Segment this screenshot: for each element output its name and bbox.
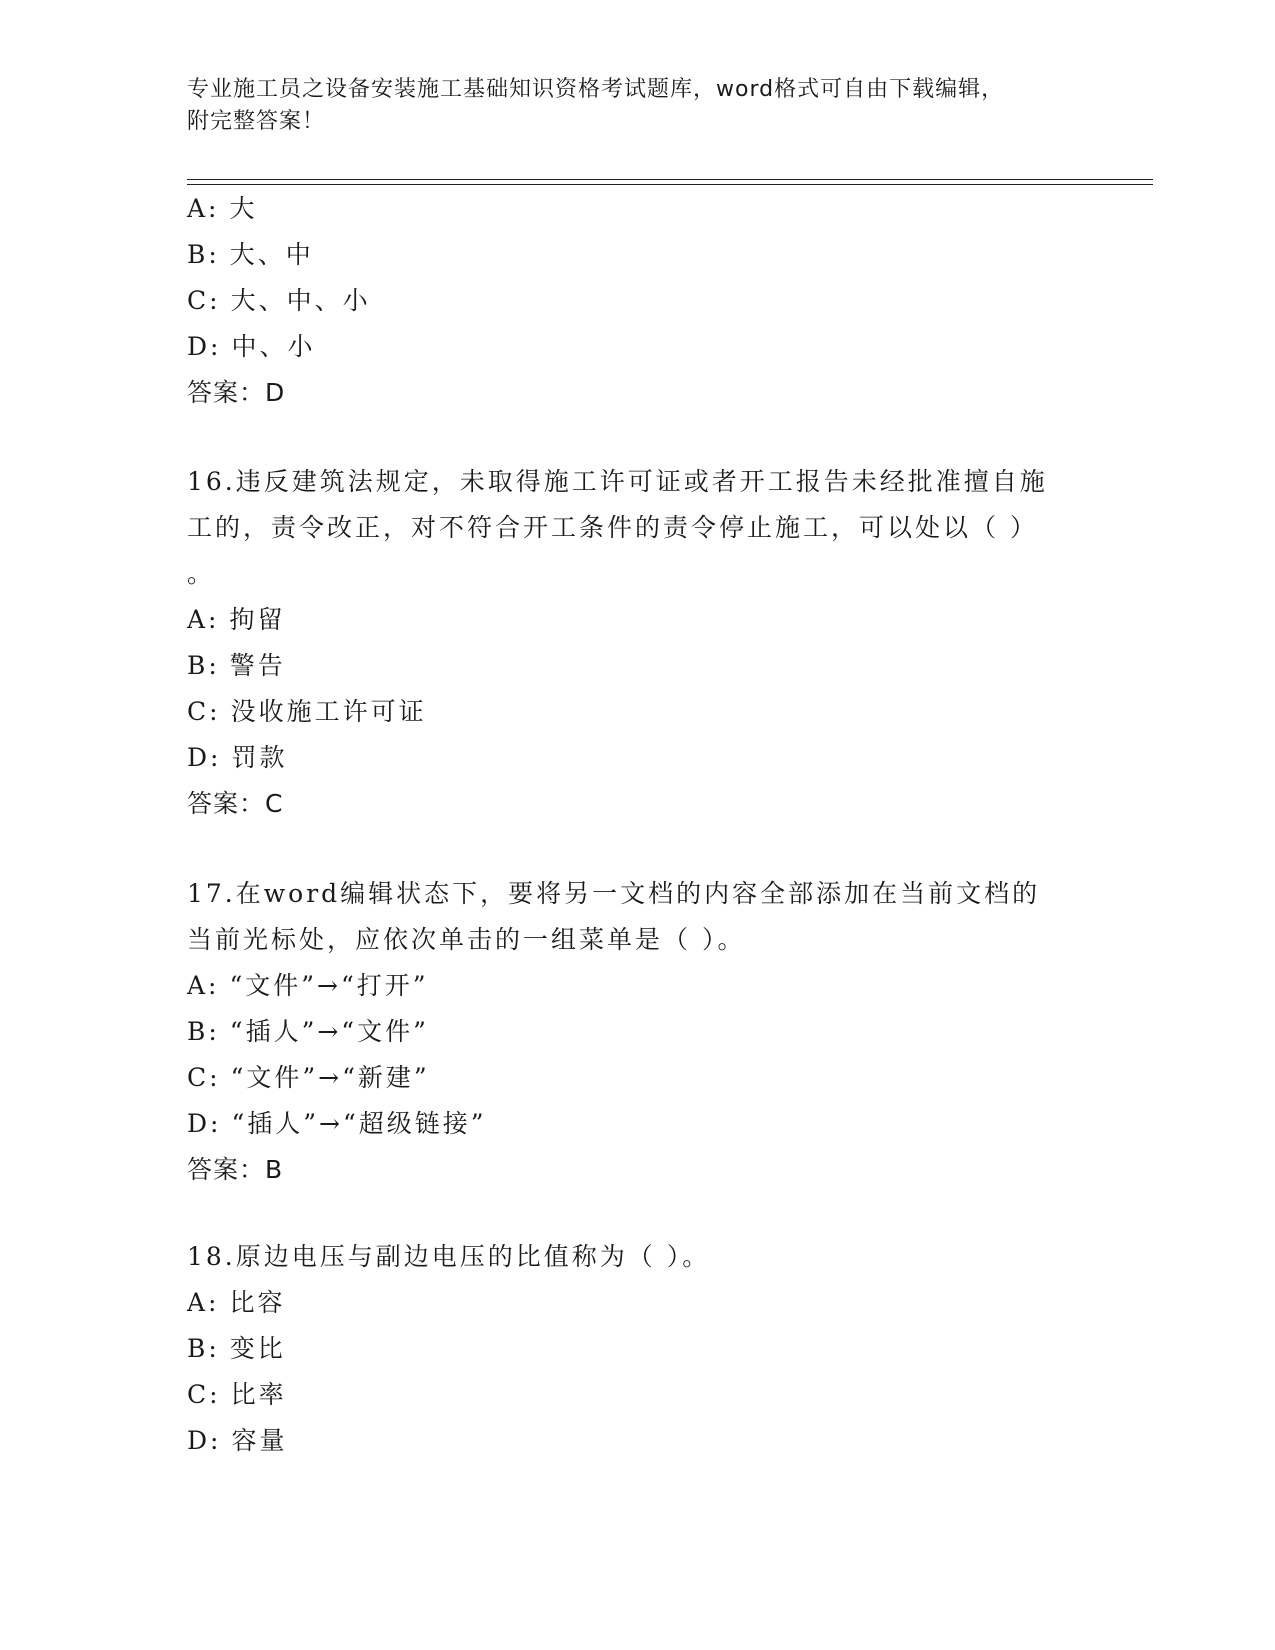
- option-d: D: 罚款: [187, 743, 288, 772]
- option-b: B: 警告: [187, 651, 286, 680]
- header-line-1: 专业施工员之设备安装施工基础知识资格考试题库，word格式可自由下载编辑，: [187, 77, 1005, 102]
- answer: 答案：D: [187, 378, 286, 407]
- option-c: C: 大、中、小: [187, 286, 371, 315]
- option-a: A: “文件”→“打开”: [187, 971, 429, 1000]
- option-a: A: 拘留: [187, 605, 286, 634]
- option-d: D: 中、小: [187, 332, 316, 361]
- question-16: [187, 459, 1087, 827]
- header-divider-top: [187, 179, 1153, 180]
- question-stem-line-3: 。: [187, 559, 216, 588]
- option-d: D: “插人”→“超级链接”: [187, 1109, 487, 1138]
- option-b: B: 大、中: [187, 240, 314, 269]
- question-18: [187, 1234, 1087, 1464]
- option-d: D: 容量: [187, 1426, 288, 1455]
- question-17: [187, 871, 1087, 1193]
- option-b: B: 变比: [187, 1334, 286, 1363]
- header-line-2: 附完整答案！: [187, 109, 326, 134]
- question-15: [187, 186, 1087, 416]
- question-stem-line-1: 17.在word编辑状态下，要将另一文档的内容全部添加在当前文档的: [187, 879, 1041, 908]
- document-header: [187, 74, 1067, 138]
- option-c: C: 比率: [187, 1380, 287, 1409]
- header-divider-bottom: [187, 184, 1153, 185]
- answer: 答案：C: [187, 789, 284, 818]
- option-a: A: 大: [187, 194, 258, 223]
- question-stem-line-1: 16.违反建筑法规定，未取得施工许可证或者开工报告未经批准擅自施: [187, 467, 1048, 496]
- question-stem-line-2: 当前光标处，应依次单击的一组菜单是（ ）。: [187, 925, 746, 954]
- option-c: C: “文件”→“新建”: [187, 1063, 430, 1092]
- question-stem-line-1: 18.原边电压与副边电压的比值称为（ ）。: [187, 1242, 711, 1271]
- question-stem-line-2: 工的，责令改正，对不符合开工条件的责令停止施工，可以处以（ ）: [187, 513, 1038, 542]
- answer: 答案：B: [187, 1155, 284, 1184]
- option-b: B: “插人”→“文件”: [187, 1017, 429, 1046]
- option-a: A: 比容: [187, 1288, 286, 1317]
- option-c: C: 没收施工许可证: [187, 697, 427, 726]
